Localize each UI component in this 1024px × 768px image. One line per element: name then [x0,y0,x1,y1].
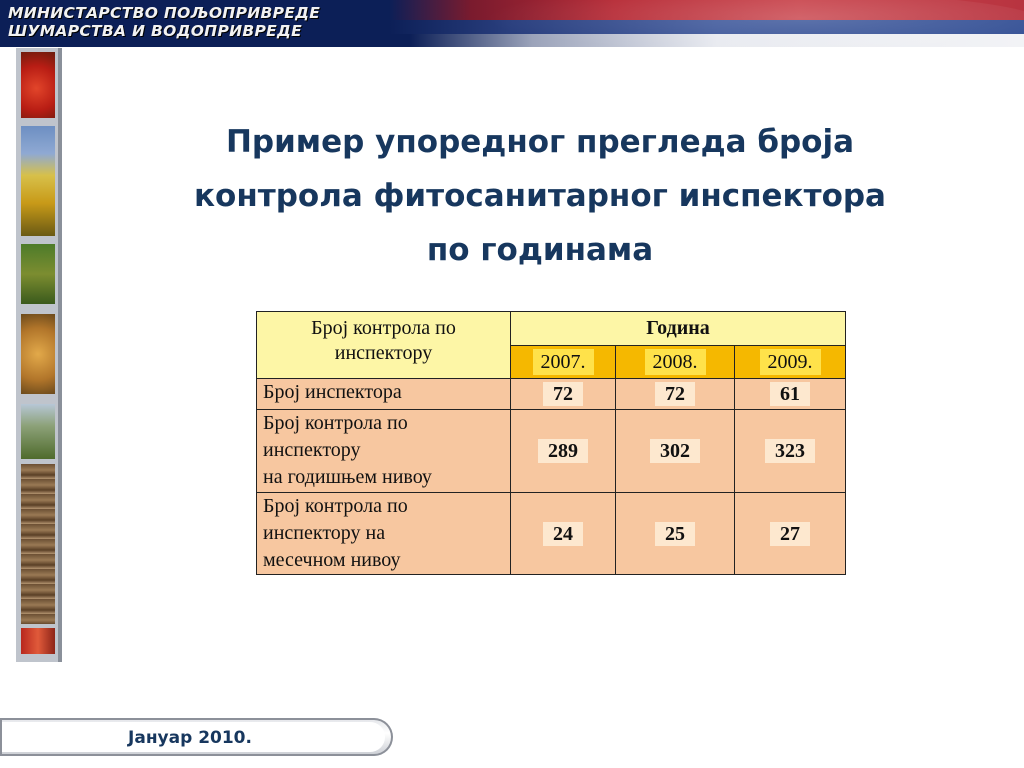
cell-value: 72 [655,382,695,406]
year-label: 2009. [760,349,821,375]
field-photo [21,404,55,459]
title-line-1: Пример упоредног прегледа броја [225,124,855,160]
table-cell [735,410,846,493]
row-label-line: Број контрола по [263,495,408,517]
table-cell [735,493,846,575]
flag-wave [430,0,1024,47]
fruit-photo [21,628,55,654]
cell-value: 27 [770,522,810,546]
cell-value: 25 [655,522,695,546]
footer-date: Јануар 2010. [128,728,252,748]
table-cell [511,410,616,493]
slide-title [120,115,960,277]
row-label [257,410,511,493]
leaf-photo [21,244,55,304]
grain-photo [21,314,55,394]
row-label-line: месечном нивоу [263,549,401,571]
year-label: 2007. [533,349,594,375]
table-cell [511,493,616,575]
year-cell [616,345,735,379]
ministry-name [8,4,320,40]
cell-value: 289 [538,439,588,463]
header-left-line-1: Број контрола по [311,317,456,339]
table-row [257,379,846,410]
table-cell [735,379,846,410]
sunflower-photo [21,126,55,236]
header-left-line-2: инспектору [334,342,433,364]
ministry-line-1: МИНИСТАРСТВО ПОЉОПРИВРЕДЕ [8,4,321,22]
row-label-line: Број контрола по [263,412,408,434]
row-label-line: инспектору [263,439,361,461]
table-cell [616,493,735,575]
table-cell [616,379,735,410]
title-line-2: контрола фитосанитарног инспектора [194,178,886,214]
table-header-row [257,312,846,346]
year-cell [511,345,616,379]
table-cell [616,410,735,493]
title-line-3: по годинама [426,232,654,268]
pepper-photo [21,52,55,118]
row-label-line: на годишњем нивоу [263,466,432,488]
header-left-cell [257,312,511,379]
left-photo-strip [16,48,62,662]
row-label-line: Број инспектора [263,381,402,403]
table-row [257,410,846,493]
crop-rows-photo [21,464,55,624]
cell-value: 302 [650,439,700,463]
cell-value: 24 [543,522,583,546]
cell-value: 72 [543,382,583,406]
ministry-line-2: ШУМАРСТВА И ВОДОПРИВРЕДЕ [8,22,303,40]
strip-edge [58,48,62,662]
year-cell [735,345,846,379]
row-label-line: инспектору на [263,522,386,544]
table-cell [511,379,616,410]
table-row [257,493,846,575]
cell-value: 61 [770,382,810,406]
header-banner [0,0,1024,47]
inspection-table [256,311,846,575]
year-label: 2008. [645,349,706,375]
row-label [257,379,511,410]
header-year-group: Година [511,312,846,346]
row-label [257,493,511,575]
cell-value: 323 [765,439,815,463]
